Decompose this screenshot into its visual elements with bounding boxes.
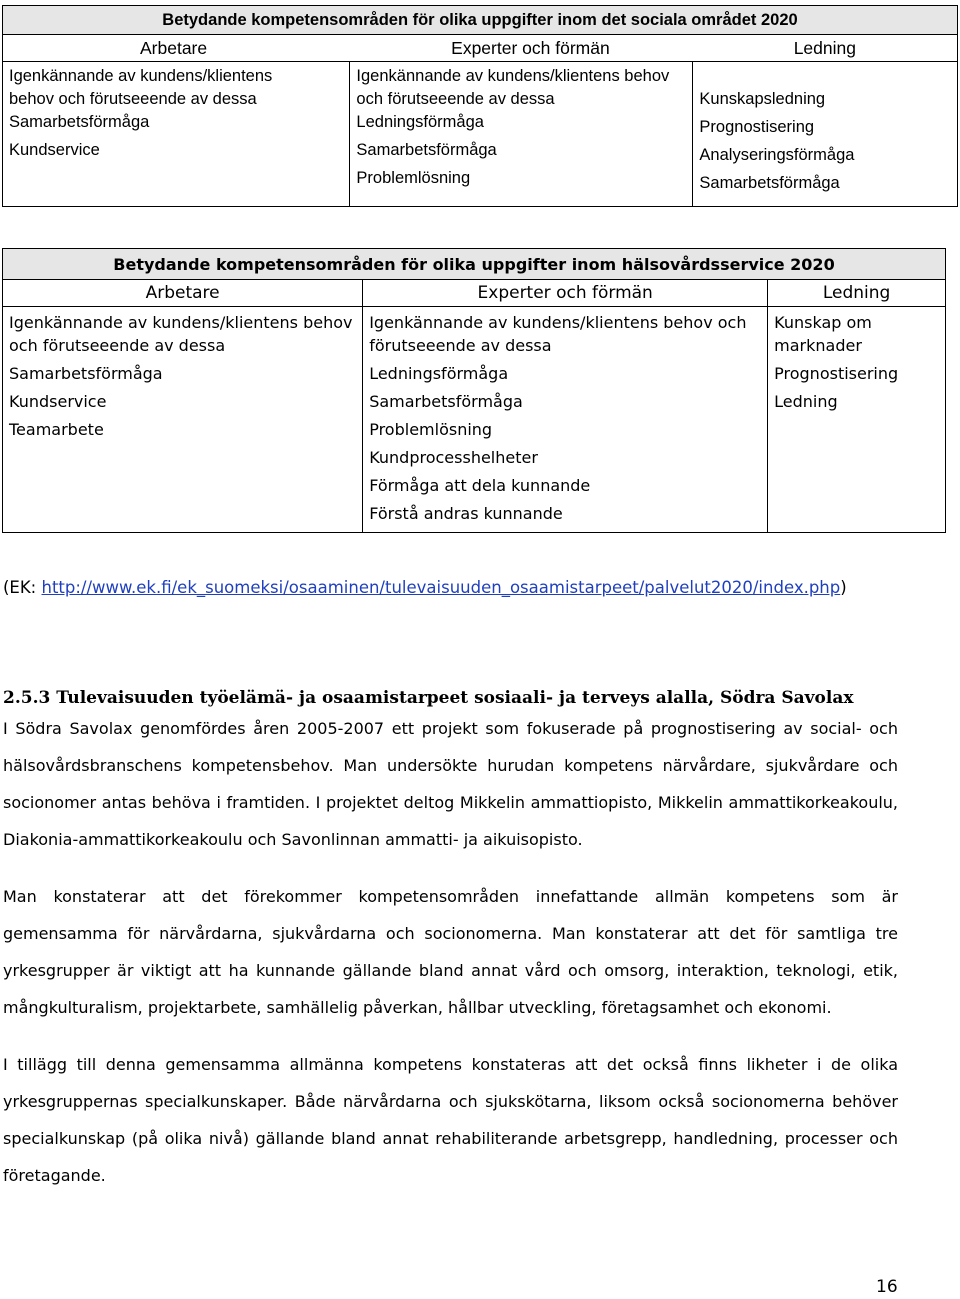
paragraph: I Södra Savolax genomfördes åren 2005-2007 ett projekt som fokuserade på prognostisering av social- och hälsovårdsbranschens kompetensbehov. Man undersökte hurudan kompetens närvårdare, sjukvårdare och socionomer antas behöva i framtiden. I projektet deltog Mikkelin ammattiopisto, Mikkelin ammattikorkeakoulu, Diakonia-ammattikorkeakoulu och Savonlinnan ammatti- ja aikuisopisto.: [3, 719, 898, 849]
table1-header-workers: Arbetare: [140, 37, 208, 58]
table1-col-experts: [350, 62, 693, 207]
table2-header-experts: Experter och förmän: [363, 280, 768, 307]
table2-col-experts: [363, 307, 768, 533]
table1-title: Betydande kompetensområden för olika uppgifter inom det sociala området 2020: [3, 6, 958, 35]
table1-header-experts: Experter och förmän: [451, 37, 610, 58]
table2-experts-item: Förstå andras kunnande: [369, 504, 563, 523]
table2-experts-item: Förmåga att dela kunnande: [369, 476, 591, 495]
health-competence-table: [2, 248, 946, 533]
table1-experts-item: Igenkännande av kundens/klientens behov och förutseeende av dessa: [356, 67, 670, 108]
source-link[interactable]: http://www.ek.fi/ek_suomeksi/osaaminen/tulevaisuuden_osaamistarpeet/palvelut2020/index.php: [41, 578, 841, 597]
table2-experts-item: Ledningsförmåga: [369, 364, 509, 383]
table1-management-item: Prognostisering: [699, 118, 815, 136]
table1-header-management: Ledning: [793, 37, 856, 58]
table1-col-workers: [3, 62, 350, 207]
page-number: 16: [876, 1277, 898, 1297]
table1-management-item: Analyseringsförmåga: [699, 146, 855, 164]
table2-workers-item: Kundservice: [9, 392, 107, 411]
table2-experts-item: Kundprocesshelheter: [369, 448, 538, 467]
table1-management-item: Samarbetsförmåga: [699, 174, 840, 192]
table2-header-management: Ledning: [768, 280, 946, 307]
table2-header-workers: Arbetare: [3, 280, 363, 307]
paragraph: I tillägg till denna gemensamma allmänna kompetens konstateras att det också finns likheter i de olika yrkesgruppernas specialkunskaper. Både närvårdarna och sjukskötarna, liksom också socionomerna behöver specialkunskap (på olika nivå) gällande bland annat rehabiliterande arbetsgrepp, handledning, processer och företagande.: [3, 1055, 898, 1185]
table1-experts-item: Samarbetsförmåga: [356, 141, 497, 159]
social-competence-table: [2, 5, 958, 207]
section-heading: 2.5.3 Tulevaisuuden työelämä- ja osaamistarpeet sosiaali- ja terveys alalla, Södra Savolax: [3, 688, 854, 708]
table1-experts-item: Ledningsförmåga: [356, 113, 484, 131]
table2-experts-item: Igenkännande av kundens/klientens behov och förutseeende av dessa: [369, 313, 747, 355]
table2-workers-item: Igenkännande av kundens/klientens behov och förutseeende av dessa: [9, 313, 353, 355]
table1-management-item: Kunskapsledning: [699, 90, 826, 108]
source-reference: [3, 578, 898, 597]
table1-workers-item: Igenkännande av kundens/klientens behov och förutseeende av dessa: [9, 67, 273, 108]
source-suffix: ): [840, 578, 847, 597]
table2-col-workers: [3, 307, 363, 533]
table1-experts-item: Problemlösning: [356, 169, 471, 187]
table2-workers-item: Samarbetsförmåga: [9, 364, 163, 383]
table2-management-item: Kunskap om marknader: [774, 313, 872, 355]
table2-workers-item: Teamarbete: [9, 420, 104, 439]
source-prefix: (EK:: [3, 578, 42, 597]
table2-management-item: Ledning: [774, 392, 838, 411]
table2-title: Betydande kompetensområden för olika uppgifter inom hälsovårdsservice 2020: [3, 249, 946, 280]
table1-col-management: [693, 62, 958, 207]
paragraph: Man konstaterar att det förekommer kompetensområden innefattande allmän kompetens som är gemensamma för närvårdarna, sjukvårdarna och socionomerna. Man konstaterar att det för samtliga tre yrkesgrupper är viktigt att ha kunnande gällande bland annat vård och omsorg, interaktion, teknologi, etik, mångkulturalism, projektarbete, samhällelig påverkan, hållbar utveckling, företagsamhet och ekonomi.: [3, 887, 898, 1017]
table2-management-item: Prognostisering: [774, 364, 899, 383]
table1-workers-item: Kundservice: [9, 141, 100, 159]
table1-workers-item: Samarbetsförmåga: [9, 113, 150, 131]
table2-experts-item: Problemlösning: [369, 420, 493, 439]
table2-col-management: [768, 307, 946, 533]
table2-experts-item: Samarbetsförmåga: [369, 392, 523, 411]
table1-header-row: [3, 35, 958, 62]
